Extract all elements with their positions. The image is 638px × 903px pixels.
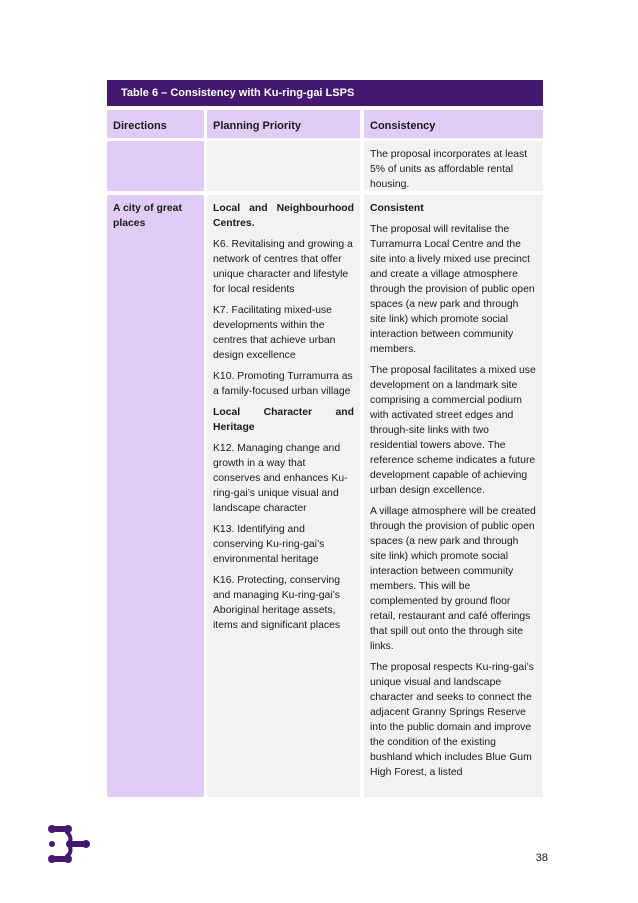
row2-consistency-cell	[364, 195, 543, 797]
consistency-paragraph-2: The proposal facilitates a mixed use development on a landmark site comprising a commercial podium with activated street edges and through-site links with two residential towers above. The reference scheme indicates a future development capable of achieving urban design excellence.	[370, 365, 536, 496]
consistency-heading: Consistent	[370, 203, 424, 214]
row1-priority-cell	[207, 141, 360, 191]
consistency-paragraph-4: The proposal respects Ku-ring-gai’s unique visual and landscape character and seeks to connect the adjacent Granny Springs Reserve into the public domain and improve the condition of the existing bushland which includes Blue Gum High Forest, a listed	[370, 662, 534, 778]
row2-direction-cell	[107, 195, 204, 797]
row1-consistency-text: The proposal incorporates at least 5% of units as affordable rental housing.	[370, 149, 528, 190]
priority-heading-centres-line1: Local and Neighbourhood	[213, 203, 354, 214]
consistency-paragraph-1: The proposal will revitalise the Turramurra Local Centre and the site into a lively mixed use precinct and create a village atmosphere through the provision of public open spaces (a new park and through site link) which promote social interaction between community members.	[370, 224, 535, 355]
header-consistency: Consistency	[364, 110, 543, 138]
table-title: Table 6 – Consistency with Ku-ring-gai LSPS	[107, 80, 543, 106]
row1-direction-cell	[107, 141, 204, 191]
consistency-paragraph-3: A village atmosphere will be created through the provision of public open spaces (a new park and through site link) which promote social interaction between community members. This will be complemented by ground floor retail, restaurant and café offerings that spill out onto the through site links.	[370, 506, 536, 652]
header-directions: Directions	[107, 110, 204, 138]
row1-consistency-cell	[364, 141, 543, 191]
priority-heading-heritage-line1: Local Character and	[213, 407, 354, 418]
priority-k10: K10. Promoting Turramurra as a family-focused urban village	[213, 371, 353, 397]
priority-k12: K12. Managing change and growth in a way that conserves and enhances Ku-ring-gai’s unique visual and landscape character	[213, 443, 348, 514]
priority-heading-centres-line2: Centres.	[213, 218, 255, 229]
priority-k13: K13. Identifying and conserving Ku-ring-gai’s environmental heritage	[213, 524, 325, 565]
priority-k16: K16. Protecting, conserving and managing Ku-ring-gai’s Aboriginal heritage assets, items and significant places	[213, 575, 341, 631]
priority-k7: K7. Facilitating mixed-use developments within the centres that achieve urban design excellence	[213, 305, 336, 361]
row2-direction-text: A city of great places	[113, 203, 182, 229]
row2-priority-cell	[207, 195, 360, 797]
header-planning-priority: Planning Priority	[207, 110, 360, 138]
priority-heading-heritage-line2: Heritage	[213, 422, 255, 433]
brand-logo-icon	[48, 825, 90, 863]
page-number: 38	[535, 852, 548, 864]
priority-k6: K6. Revitalising and growing a network of centres that offer unique character and lifestyle for local residents	[213, 239, 353, 295]
